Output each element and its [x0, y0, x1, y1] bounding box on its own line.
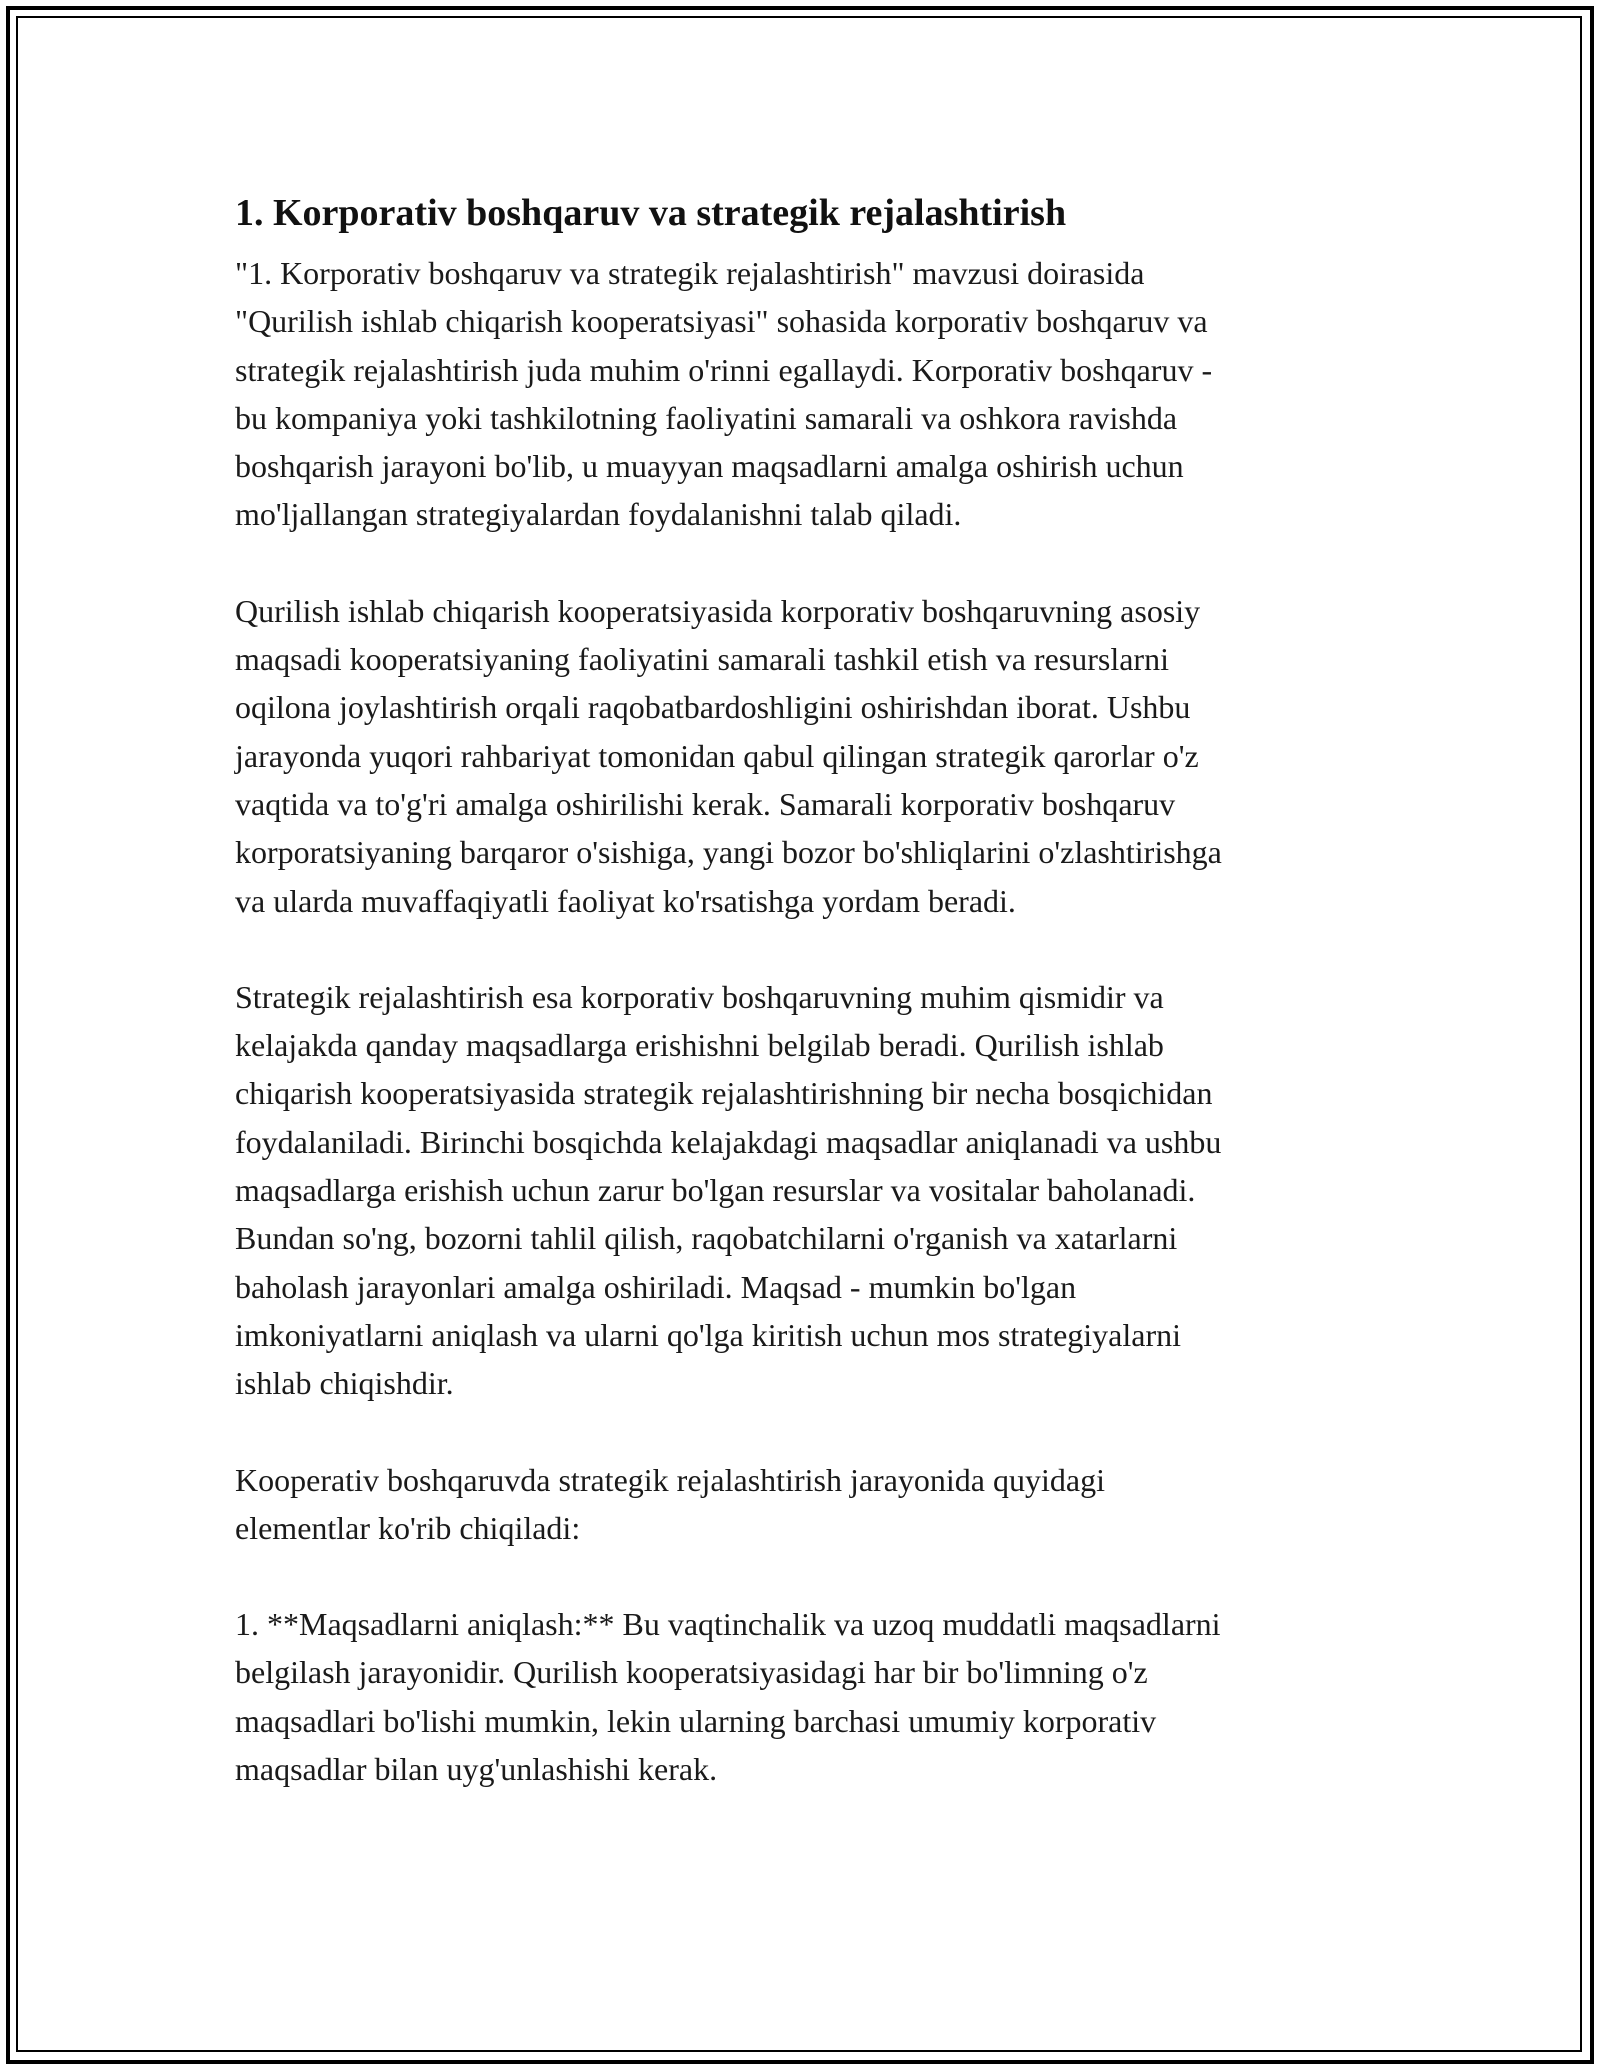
paragraph-strategic-planning — [235, 973, 1375, 1408]
text-line: "Qurilish ishlab chiqarish kooperatsiyasi" sohasida korporativ boshqaruv va — [235, 303, 1208, 340]
text-line: belgilash jarayonidir. Qurilish kooperatsiyasidagi har bir bo'limning o'z — [235, 1654, 1148, 1691]
text-line: Strategik rejalashtirish esa korporativ boshqaruvning muhim qismidir va — [235, 978, 1164, 1015]
text-line: elementlar ko'rib chiqiladi: — [235, 1509, 581, 1546]
text-line: bu kompaniya yoki tashkilotning faoliyatini samarali va oshkora ravishda — [235, 399, 1178, 436]
text-line: vaqtida va to'g'ri amalga oshirilishi kerak. Samarali korporativ boshqaruv — [235, 785, 1176, 822]
text-line: Qurilish ishlab chiqarish kooperatsiyasida korporativ boshqaruvning asosiy — [235, 592, 1201, 629]
text-line: kelajakda qanday maqsadlarga erishishni belgilab beradi. Qurilish ishlab — [235, 1027, 1164, 1064]
text-line: jarayonda yuqori rahbariyat tomonidan qabul qilingan strategik qarorlar o'z — [235, 737, 1199, 774]
text-line: chiqarish kooperatsiyasida strategik rejalashtirishning bir necha bosqichidan — [235, 1075, 1213, 1112]
text-line: oqilona joylashtirish orqali raqobatbardoshligini oshirishdan iborat. Ushbu — [235, 689, 1191, 726]
text-line: va ularda muvaffaqiyatli faoliyat ko'rsatishga yordam beradi. — [235, 882, 1016, 919]
text-line: 1. **Maqsadlarni aniqlash:** Bu vaqtinchalik va uzoq muddatli maqsadlarni — [235, 1606, 1221, 1643]
paragraph-governance-goal — [235, 587, 1375, 925]
paragraph-elements-intro — [235, 1456, 1375, 1553]
text-line: strategik rejalashtirish juda muhim o'rinni egallaydi. Korporativ boshqaruv - — [235, 351, 1213, 388]
text-line: maqsadi kooperatsiyaning faoliyatini samarali tashkil etish va resurslarni — [235, 641, 1169, 678]
document-body — [235, 185, 1375, 1841]
text-line: ishlab chiqishdir. — [235, 1365, 454, 1402]
section-heading: 1. Korporativ boshqaruv va strategik rejalashtirish — [235, 192, 1067, 234]
text-line: Bundan so'ng, bozorni tahlil qilish, raqobatchilarni o'rganish va xatarlarni — [235, 1220, 1178, 1257]
list-item-goal-definition — [235, 1600, 1375, 1793]
text-line: korporatsiyaning barqaror o'sishiga, yangi bozor bo'shliqlarini o'zlashtirishga — [235, 834, 1222, 871]
text-line: "1. Korporativ boshqaruv va strategik rejalashtirish" mavzusi doirasida — [235, 255, 1145, 291]
text-line: boshqarish jarayoni bo'lib, u muayyan maqsadlarni amalga oshirish uchun — [235, 448, 1184, 485]
text-line: baholash jarayonlari amalga oshiriladi. Maqsad - mumkin bo'lgan — [235, 1268, 1077, 1305]
text-line: foydalaniladi. Birinchi bosqichda kelajakdagi maqsadlar aniqlanadi va ushbu — [235, 1123, 1222, 1160]
text-line: maqsadlari bo'lishi mumkin, lekin ularning barchasi umumiy korporativ — [235, 1702, 1157, 1739]
text-line: imkoniyatlarni aniqlash va ularni qo'lga kiritish uchun mos strategiyalarni — [235, 1316, 1181, 1353]
text-line: maqsadlarga erishish uchun zarur bo'lgan resurslar va vositalar baholanadi. — [235, 1172, 1196, 1209]
text-line: Kooperativ boshqaruvda strategik rejalashtirish jarayonida quyidagi — [235, 1461, 1105, 1498]
paragraph-intro — [235, 249, 1375, 539]
text-line: mo'ljallangan strategiyalardan foydalanishni talab qiladi. — [235, 496, 962, 533]
text-line: maqsadlar bilan uyg'unlashishi kerak. — [235, 1751, 718, 1788]
